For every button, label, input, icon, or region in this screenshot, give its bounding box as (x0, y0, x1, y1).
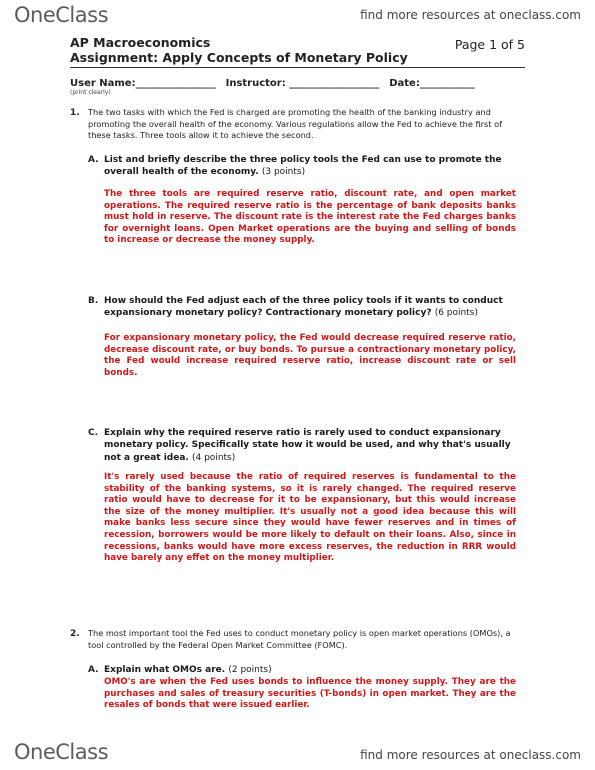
question-2a-text: Explain what OMOs are. (2 points) (104, 665, 272, 675)
question-2-text: The most important tool the Fed uses to conduct monetary policy is open market operations (OMOs), a tool controlled by the Federal Open Market Committee (FOMC). (88, 628, 511, 650)
question-number-2: 2. (70, 629, 80, 639)
oneclass-logo[interactable]: OneClass (14, 3, 109, 27)
answer-2a: OMO's are when the Fed uses bonds to influence the money supply. They are the purchases and sales of treasury securities (T-bonds) in open market. They are the resales of bonds that were issued earlier. (104, 677, 516, 711)
question-1b-points: (6 points) (434, 308, 478, 319)
resources-link-footer[interactable]: find more resources at oneclass.com (360, 748, 581, 762)
top-brand-bar (0, 0, 595, 30)
question-1c-text: Explain why the required reserve ratio is rarely used to conduct expansionary monetary policy. Specifically state how it would be used, and why that's usually not a great idea. (4 points) (104, 428, 511, 463)
header-divider (70, 67, 525, 68)
course-title: AP Macroeconomics (70, 35, 211, 50)
date-field: Date:___________ (389, 78, 475, 89)
question-1b-text: How should the Fed adjust each of the three policy tools if it wants to conduct expansionary monetary policy? Contractionary monetary policy? (6 points) (104, 296, 503, 319)
answer-1b: For expansionary monetary policy, the Fed would decrease required reserve ratio, decrease discount rate, or buy bonds. To pursue a contractionary monetary policy, the Fed would increase required reserve ratio, increase discount rate or sell bonds. (104, 333, 516, 378)
oneclass-logo-footer[interactable]: OneClass (14, 740, 109, 764)
print-note: (print clearly) (70, 89, 111, 96)
instructor-field: Instructor: __________________ (225, 78, 380, 89)
question-1c-points: (4 points) (192, 452, 236, 463)
question-1a-text: List and briefly describe the three policy tools the Fed can use to promote the overall health of the economy. (3 points) (104, 155, 502, 178)
assignment-title: Assignment: Apply Concepts of Monetary Policy (70, 50, 408, 65)
answer-1c: It's rarely used because the ratio of required reserves is fundamental to the stability of the banking systems, so it is rarely changed. The required reserve ratio would have to decrease for it to be expansionary, but this would increase the size of the money multiplier. It's usually not a good idea because this will make banks less secure since they would have fewer reserves and in times of recession, borrowers would be more likely to default on their loans. Also, since in recessions, banks would have more excess reserves, the reduction in RRR would have barely any effet on the money multiplier. (104, 472, 516, 564)
page-number: Page 1 of 5 (454, 37, 525, 52)
user-info-line (70, 78, 475, 89)
question-number-1: 1. (70, 108, 80, 118)
question-1a-points: (3 points) (261, 167, 306, 178)
question-2a-points: (2 points) (228, 665, 272, 675)
question-1-text: The two tasks with which the Fed is charged are promoting the health of the banking industry and promoting the overall health of the economy. Various regulations allow the Fed to achieve the first of these tasks. Three tools allow it to achieve the second. (88, 107, 502, 140)
user-name-field: User Name:________________ (70, 78, 216, 89)
answer-1a: The three tools are required reserve ratio, discount rate, and open market operations. The required reserve ratio is the percentage of bank deposits banks must hold in reserve. The discount rate is the interest rate the Fed charges banks for overnight loans. Open Market operations are the buying and selling of bonds to increase or decrease the money supply. (104, 189, 516, 246)
resources-link[interactable]: find more resources at oneclass.com (360, 8, 581, 22)
question-1b-label: B. (88, 296, 99, 306)
question-2a-label: A. (88, 665, 99, 675)
question-1a-label: A. (88, 155, 99, 165)
question-1c-label: C. (88, 428, 99, 438)
